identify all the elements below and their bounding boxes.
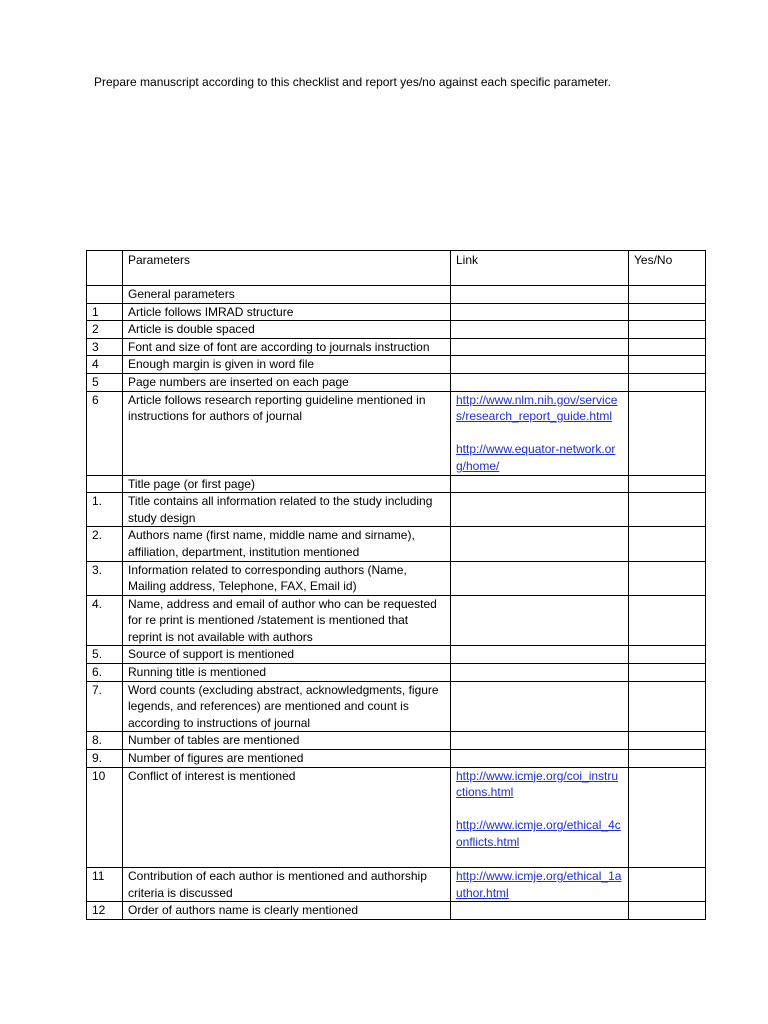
yes-no-cell[interactable]: [629, 527, 706, 561]
table-row: [87, 732, 706, 750]
row-number: 1: [87, 303, 123, 321]
yes-no-cell[interactable]: [629, 902, 706, 920]
row-link: [451, 561, 629, 595]
section-row-general: [87, 286, 706, 304]
row-parameter: Number of figures are mentioned: [123, 750, 451, 768]
row-number: 3.: [87, 561, 123, 595]
yes-no-cell[interactable]: [629, 373, 706, 391]
row-parameter: Enough margin is given in word file: [123, 356, 451, 374]
row-number: 6: [87, 391, 123, 475]
coi-instructions-link[interactable]: http://www.icmje.org/coi_instructions.html: [456, 768, 619, 800]
yes-no-cell[interactable]: [629, 767, 706, 868]
row-parameter: Running title is mentioned: [123, 664, 451, 682]
table-row: [87, 681, 706, 732]
row-parameter: Contribution of each author is mentioned and authorship criteria is discussed: [123, 868, 451, 902]
row-number: 2: [87, 321, 123, 339]
header-link: Link: [451, 251, 629, 286]
row-link: [451, 681, 629, 732]
table-row: [87, 595, 706, 646]
row-number: 7.: [87, 681, 123, 732]
yes-no-cell[interactable]: [629, 561, 706, 595]
table-row: [87, 868, 706, 902]
yes-no-cell[interactable]: [629, 681, 706, 732]
row-number: 1.: [87, 493, 123, 527]
row-number: 4.: [87, 595, 123, 646]
row-number: 5.: [87, 646, 123, 664]
row-link: [451, 391, 629, 475]
section-title: Title page (or first page): [123, 475, 451, 493]
row-parameter: Name, address and email of author who can be requested for re print is mentioned /statement is mentioned that reprint is not available with authors: [123, 595, 451, 646]
row-link: [451, 595, 629, 646]
row-link: [451, 750, 629, 768]
table-row: [87, 321, 706, 339]
row-link: [451, 664, 629, 682]
checklist-table: [86, 250, 706, 920]
yes-no-cell[interactable]: [629, 475, 706, 493]
row-number: 10: [87, 767, 123, 868]
row-number: 12: [87, 902, 123, 920]
table-row: [87, 373, 706, 391]
row-number: 3: [87, 338, 123, 356]
yes-no-cell[interactable]: [629, 595, 706, 646]
row-number: 8.: [87, 732, 123, 750]
header-yes-no: Yes/No: [629, 251, 706, 286]
row-link: [451, 868, 629, 902]
row-parameter: Source of support is mentioned: [123, 646, 451, 664]
row-number: 2.: [87, 527, 123, 561]
row-number: 6.: [87, 664, 123, 682]
table-row: [87, 391, 706, 475]
row-link: [451, 527, 629, 561]
section-title: General parameters: [123, 286, 451, 304]
yes-no-cell[interactable]: [629, 750, 706, 768]
row-parameter: Article follows IMRAD structure: [123, 303, 451, 321]
header-number: [87, 251, 123, 286]
authorship-link[interactable]: http://www.icmje.org/ethical_1author.html: [456, 869, 622, 900]
table-row: [87, 527, 706, 561]
yes-no-cell[interactable]: [629, 303, 706, 321]
row-number: 11: [87, 868, 123, 902]
guideline-link-nlm[interactable]: http://www.nlm.nih.gov/services/research_report_guide.html: [456, 392, 618, 424]
row-link: [451, 646, 629, 664]
yes-no-cell[interactable]: [629, 868, 706, 902]
conflicts-link[interactable]: http://www.icmje.org/ethical_4conflicts.html: [456, 818, 621, 849]
row-parameter: Article follows research reporting guideline mentioned in instructions for authors of journal: [123, 391, 451, 475]
table-row: [87, 750, 706, 768]
row-link: [451, 338, 629, 356]
section-row-title-page: [87, 475, 706, 493]
row-link: [451, 373, 629, 391]
yes-no-cell[interactable]: [629, 356, 706, 374]
row-parameter: Authors name (first name, middle name and sirname), affiliation, department, institution mentioned: [123, 527, 451, 561]
row-link: [451, 321, 629, 339]
instruction-text: Prepare manuscript according to this checklist and report yes/no against each specific parameter.: [94, 75, 611, 89]
table-row: [87, 664, 706, 682]
yes-no-cell[interactable]: [629, 338, 706, 356]
yes-no-cell[interactable]: [629, 664, 706, 682]
table-header-row: [87, 251, 706, 286]
row-number: 4: [87, 356, 123, 374]
yes-no-cell[interactable]: [629, 732, 706, 750]
row-number: 5: [87, 373, 123, 391]
row-parameter: Font and size of font are according to journals instruction: [123, 338, 451, 356]
table-row: [87, 303, 706, 321]
yes-no-cell[interactable]: [629, 321, 706, 339]
row-parameter: Information related to corresponding authors (Name, Mailing address, Telephone, FAX, Email id): [123, 561, 451, 595]
header-parameters: Parameters: [123, 251, 451, 286]
table-row: [87, 561, 706, 595]
row-parameter: Word counts (excluding abstract, acknowledgments, figure legends, and references) are mentioned and count is according to instructions of journal: [123, 681, 451, 732]
row-parameter: Number of tables are mentioned: [123, 732, 451, 750]
guideline-link-equator[interactable]: http://www.equator-network.org/home/: [456, 442, 616, 473]
row-parameter: Order of authors name is clearly mentioned: [123, 902, 451, 920]
row-parameter: Conflict of interest is mentioned: [123, 767, 451, 868]
table-row: [87, 646, 706, 664]
yes-no-cell[interactable]: [629, 391, 706, 475]
table-row: [87, 356, 706, 374]
row-parameter: Page numbers are inserted on each page: [123, 373, 451, 391]
table-row: [87, 902, 706, 920]
table-row: [87, 767, 706, 868]
table-row: [87, 493, 706, 527]
yes-no-cell[interactable]: [629, 493, 706, 527]
row-link: [451, 303, 629, 321]
table-row: [87, 338, 706, 356]
row-link: [451, 767, 629, 868]
row-link: [451, 356, 629, 374]
row-link: [451, 732, 629, 750]
row-number: 9.: [87, 750, 123, 768]
row-parameter: Article is double spaced: [123, 321, 451, 339]
row-parameter: Title contains all information related to the study including study design: [123, 493, 451, 527]
row-link: [451, 902, 629, 920]
row-link: [451, 493, 629, 527]
yes-no-cell[interactable]: [629, 286, 706, 304]
yes-no-cell[interactable]: [629, 646, 706, 664]
